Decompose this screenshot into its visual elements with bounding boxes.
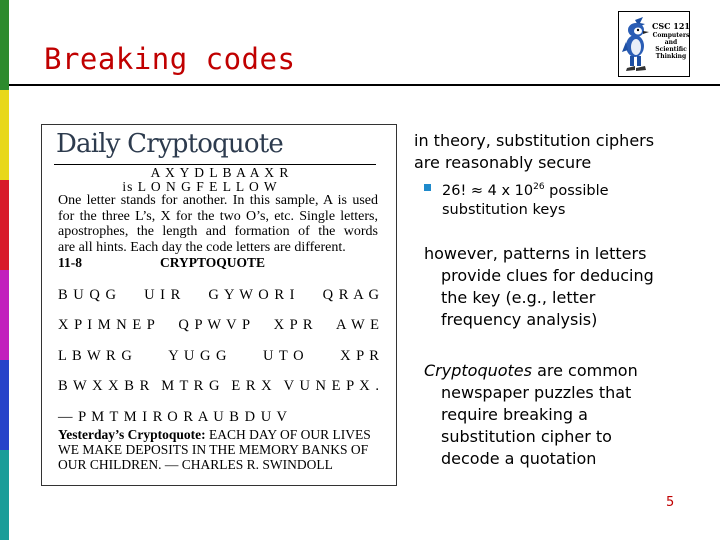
yesterday-text: EACH DAY OF OUR LIVES	[205, 427, 371, 442]
text-line	[424, 360, 714, 382]
instruction-line: for the three L’s, X for the two O’s, etc. Single letters,	[58, 208, 378, 224]
cipher-word: A W E	[336, 317, 380, 333]
slide-title: Breaking codes	[44, 42, 296, 76]
sidebar-stripe-blue	[0, 360, 9, 450]
keyspace-text: 26! ≈ 4 x 10	[442, 182, 534, 199]
text-line: the key (e.g., letter	[441, 288, 596, 307]
logo-caption	[652, 20, 690, 60]
cipher-word: L B W R G	[58, 348, 133, 364]
yesterday-line	[58, 427, 380, 442]
text-line: frequency analysis)	[441, 310, 598, 329]
cryptoquote-image	[41, 124, 397, 486]
color-sidebar	[0, 0, 9, 540]
square-bullet-icon	[424, 184, 431, 191]
sidebar-stripe-green	[0, 0, 9, 90]
yesterday-text: WE MAKE DEPOSITS IN THE MEMORY BANKS OF	[58, 442, 369, 457]
logo-line: Thinking	[655, 53, 687, 60]
course-logo	[618, 11, 690, 77]
text-line: decode a quotation	[441, 449, 597, 468]
cipher-word: U T O	[263, 348, 305, 364]
cipher-word: V U N E P X .	[283, 378, 380, 394]
sub-point-keys	[442, 178, 702, 220]
instruction-line: are all hints. Each day the code letters are different.	[58, 239, 346, 255]
sidebar-stripe-red	[0, 180, 9, 270]
sidebar-stripe-yellow	[0, 90, 9, 180]
logo-line: and	[664, 39, 678, 46]
puzzle-label: CRYPTOQUOTE	[160, 255, 266, 270]
text-line: require breaking a	[441, 405, 588, 424]
cipher-row	[58, 378, 380, 395]
puzzle-heading: Daily Cryptoquote	[56, 129, 283, 159]
text-line: are reasonably secure	[414, 153, 592, 172]
logo-course-code: CSC 121	[652, 21, 690, 31]
puzzle-instructions	[58, 193, 378, 255]
cipher-row	[58, 409, 288, 426]
point-theory	[414, 130, 714, 174]
point-cryptoquotes	[424, 360, 714, 470]
yesterday-label: Yesterday’s Cryptoquote:	[58, 427, 206, 442]
text-line: in theory, substitution ciphers	[414, 131, 655, 150]
keyspace-text: possible	[544, 182, 609, 199]
sidebar-stripe-teal	[0, 450, 9, 540]
page-number: 5	[666, 495, 675, 510]
instruction-line: apostrophes, the length and formation of the words	[58, 224, 378, 239]
cipher-word: G Y W O R I	[208, 287, 296, 303]
cipher-word: Q R A G	[322, 287, 380, 303]
text-line: provide clues for deducing	[441, 266, 654, 285]
cipher-word: O R	[167, 409, 195, 425]
cipher-word: X P I M N E P	[58, 317, 156, 333]
cipher-word: E R X	[231, 378, 273, 394]
text-line	[442, 178, 702, 201]
logo-line: Computers	[652, 32, 690, 39]
cipher-row	[58, 348, 380, 365]
text-line: newspaper puzzles that	[441, 383, 632, 402]
logo-line: Scientific	[655, 46, 687, 53]
cipher-word: A U B D U V	[197, 409, 288, 425]
cryptoquotes-term: Cryptoquotes	[424, 361, 532, 380]
sidebar-stripe-magenta	[0, 270, 9, 360]
cipher-word: — P M T M I R	[58, 409, 164, 425]
bluejay-mascot-icon	[621, 16, 651, 74]
cipher-row	[58, 317, 380, 334]
puzzle-number: 11-8	[58, 255, 83, 270]
point-patterns	[424, 243, 714, 331]
cipher-word: U I R	[144, 287, 182, 303]
puzzle-example-plain: is L O N G F E L L O W	[122, 179, 278, 194]
text-fragment: are common	[531, 361, 638, 380]
cipher-word: X P R	[340, 348, 380, 364]
cipher-word: B U Q G	[58, 287, 117, 303]
text-line: substitution keys	[442, 201, 566, 218]
cipher-word: Q P W V P	[178, 317, 252, 333]
cipher-row	[58, 287, 380, 304]
puzzle-example-code: A X Y D L B A A X R	[150, 165, 290, 180]
text-line: substitution cipher to	[441, 427, 612, 446]
title-divider	[9, 84, 720, 86]
cipher-word: X P R	[273, 317, 314, 333]
cipher-word: M T R G	[161, 378, 221, 394]
text-line: however, patterns in letters	[424, 244, 647, 263]
cipher-word: Y U G G	[168, 348, 228, 364]
instruction-line: One letter stands for another. In this sample, A is used	[58, 193, 378, 208]
yesterday-cryptoquote	[58, 427, 380, 472]
exponent: 26	[533, 182, 545, 192]
yesterday-text: OUR CHILDREN. — CHARLES R. SWINDOLL	[58, 457, 333, 472]
cipher-word: B W X X B R	[58, 378, 151, 394]
